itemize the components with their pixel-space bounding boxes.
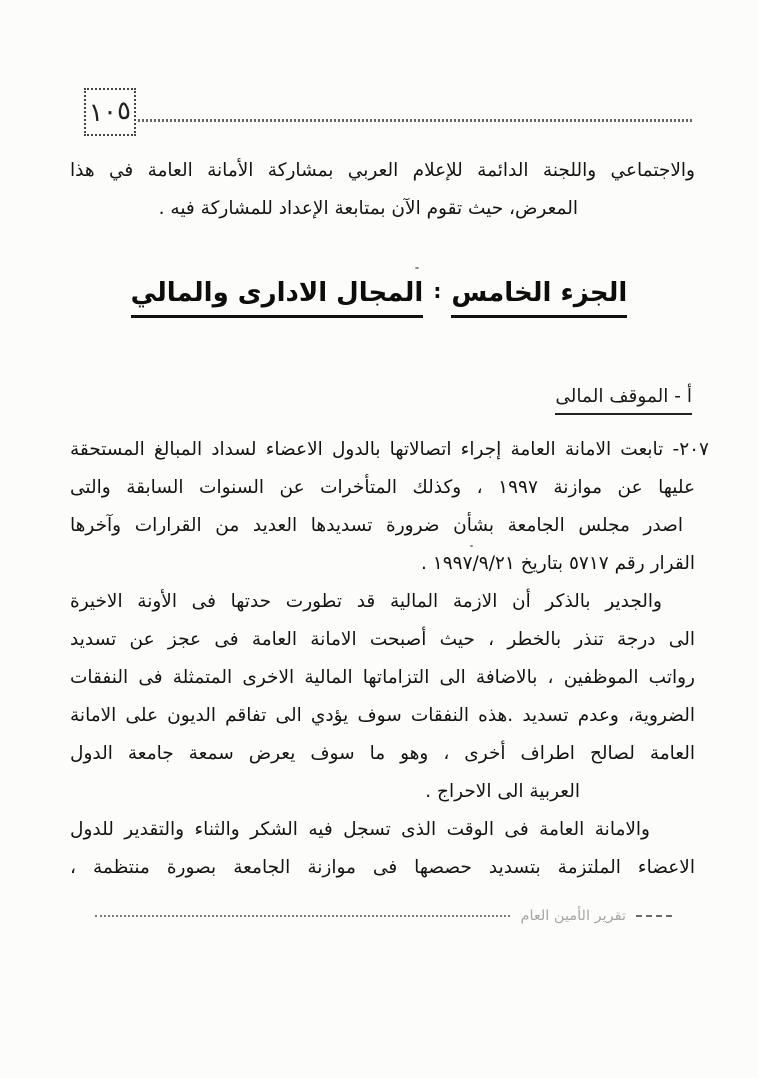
subsection-heading-label: أ - الموقف المالى [555, 386, 692, 415]
section-heading-separator: : [433, 279, 442, 303]
text-line: العامة لصالح اطراف أخرى ، وهو ما سوف يعرض سمعة جامعة الدول [70, 743, 695, 764]
section-heading-part-title: الجزء الخامس [451, 278, 627, 318]
text-line: رواتب الموظفين ، بالاضافة الى التزاماتها المالية الاخرى المتمثلة فى النفقات [70, 667, 695, 688]
section-heading [0, 278, 758, 308]
text-line: والامانة العامة فى الوقت الذى تسجل فيه الشكر والثناء والتقدير للدول [70, 819, 650, 840]
text-line: عليها عن موازنة ١٩٩٧ ، وكذلك المتأخرات عن السنوات السابقة والتى [70, 477, 696, 498]
text-line: والجدير بالذكر أن الازمة المالية قد تطورت حدتها فى الأونة الاخيرة [70, 591, 662, 612]
section-heading-part-subject: المجال الادارى والمالي [131, 278, 424, 318]
scan-artifact [415, 267, 419, 269]
text-line: اصدر مجلس الجامعة بشأن ضرورة تسديدها العديد من القرارات وآخرها [70, 515, 683, 536]
header-dotted-rule [138, 119, 692, 122]
body-text [70, 431, 709, 887]
page-number: ١٠٥ [88, 95, 132, 129]
page-number-box [84, 88, 136, 136]
text-line: العربية الى الاحراج . [425, 781, 580, 802]
footer-stamp: تقرير الأمين العام [520, 908, 626, 924]
subsection-heading [555, 386, 692, 407]
footer-dotted-rule [95, 915, 510, 917]
text-line: ٢٠٧- تابعت الامانة العامة إجراء اتصالاتها بالدول الاعضاء لسداد المبالغ المستحقة [70, 439, 709, 460]
text-line: والاجتماعي واللجنة الدائمة للإعلام العربي بمشاركة الأمانة العامة في هذا [70, 160, 695, 181]
intro-paragraph [70, 152, 695, 228]
footer-dash [636, 915, 672, 917]
text-line: الضروية، وعدم تسديد .هذه النفقات سوف يؤدي الى تفاقم الديون على الامانة [70, 705, 695, 726]
text-line: المعرض، حيث تقوم الآن بمتابعة الإعداد للمشاركة فيه . [158, 198, 578, 219]
text-line: الى درجة تنذر بالخطر ، حيث أصبحت الامانة العامة فى عجز عن تسديد [70, 629, 695, 650]
text-line: الاعضاء الملتزمة بتسديد حصصها فى موازنة الجامعة بصورة منتظمة ، [70, 857, 695, 878]
page-footer [95, 908, 672, 924]
scan-artifact [470, 545, 473, 547]
text-line: القرار رقم ٥٧١٧ بتاريخ ١٩٩٧/٩/٢١ . [421, 553, 695, 574]
